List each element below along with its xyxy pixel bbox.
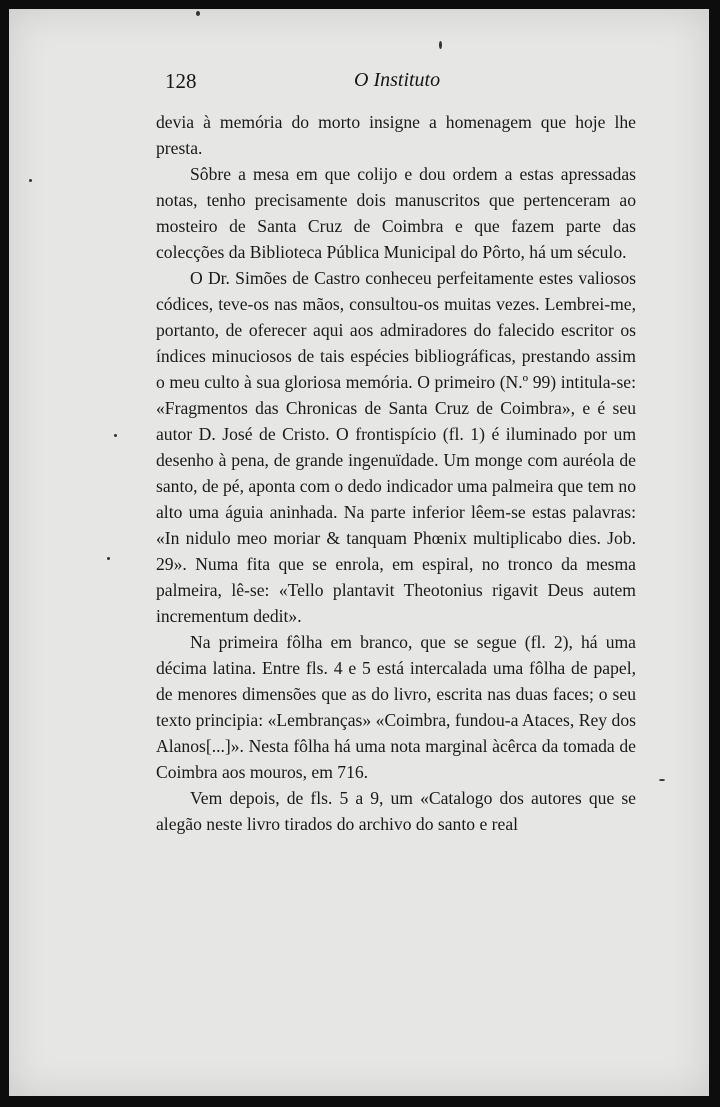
page-header (165, 69, 645, 99)
ink-speck (439, 41, 442, 49)
body-text (156, 109, 636, 837)
running-title: O Instituto (354, 69, 441, 91)
ink-speck (107, 557, 110, 560)
ink-speck (196, 11, 200, 16)
paragraph-continuation: devia à memória do morto insigne a homenagem que hoje lhe presta. (156, 112, 636, 158)
ink-speck (29, 179, 32, 182)
paragraph: Na primeira fôlha em branco, que se segue (fl. 2), há uma décima latina. Entre fls. 4 e 5 está intercalada uma fôlha de papel, de menores dimensões que as do livro, escrita nas duas faces; o seu texto principia: «Lembranças» «Coimbra, fundou-a Ataces, Rey dos Alanos[...]». Nesta fôlha há uma nota marginal àcêrca da tomada de Coimbra aos mouros, em 716. (156, 632, 636, 782)
paragraph: Sôbre a mesa em que colijo e dou ordem a estas apressadas notas, tenho precisamente dois manuscritos que pertenceram ao mosteiro de Santa Cruz de Coimbra e que fazem parte das colecções da Biblioteca Pública Municipal do Pôrto, há um século. (156, 164, 636, 262)
paragraph: O Dr. Simões de Castro conheceu perfeitamente estes valiosos códices, teve-os nas mãos, consultou-os muitas vezes. Lembrei-me, portanto, de oferecer aqui aos admiradores do falecido escritor os índices minuciosos de tais espécies bibliográficas, prestando assim o meu culto à sua gloriosa memória. O primeiro (N.º 99) intitula-se: «Fragmentos das Chronicas de Santa Cruz de Coimbra», e é seu autor D. José de Cristo. O frontispício (fl. 1) é iluminado por um desenho à pena, de grande ingenuïdade. Um monge com auréola de santo, de pé, aponta com o dedo indicador uma palmeira que tem no alto uma águia aninhada. Na parte inferior lêem-se estas palavras: «In nidulo meo moriar & tanquam Phœnix multiplicabo dies. Job. 29». Numa fita que se enrola, em espiral, no tronco da mesma palmeira, lê-se: «Tello plantavit Theotonius rigavit Deus autem incrementum dedit». (156, 268, 636, 626)
ink-speck (659, 779, 665, 781)
page-number: 128 (165, 69, 197, 93)
paragraph: Vem depois, de fls. 5 a 9, um «Catalogo dos autores que se alegão neste livro tirados do archivo do santo e real (156, 788, 636, 834)
ink-speck (114, 434, 117, 437)
